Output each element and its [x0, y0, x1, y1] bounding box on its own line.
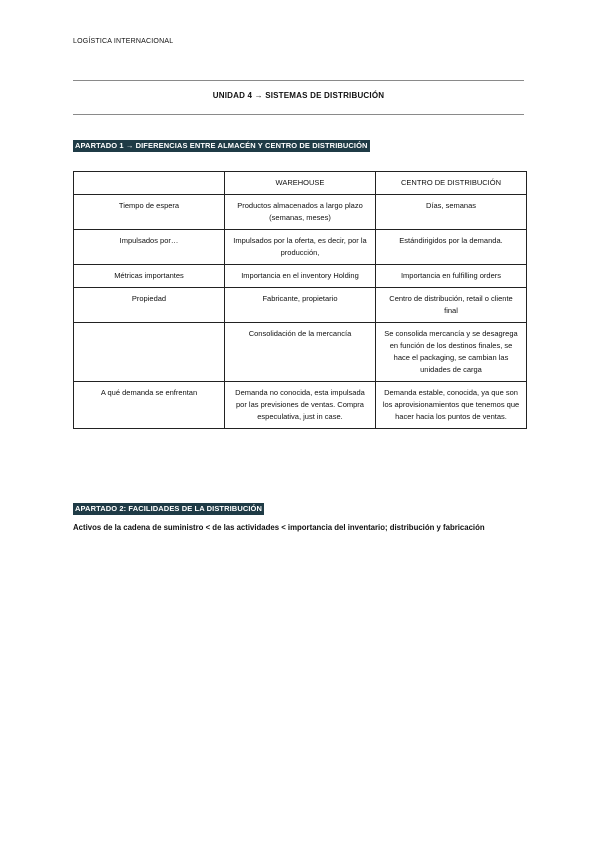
table-cell: A qué demanda se enfrentan: [74, 382, 225, 429]
table-cell: Consolidación de la mercancía: [225, 323, 376, 382]
table-cell: Métricas importantes: [74, 265, 225, 288]
table-row: [74, 323, 527, 382]
table-cell: Impulsados por la oferta, es decir, por la producción,: [225, 230, 376, 265]
table-row: [74, 195, 527, 230]
table-cell: Importancia en el inventory Holding: [225, 265, 376, 288]
unit-title: UNIDAD 4 → SISTEMAS DE DISTRIBUCIÓN: [212, 91, 385, 100]
table-cell: Fabricante, propietario: [225, 288, 376, 323]
table-cell: Importancia en fulfilling orders: [376, 265, 527, 288]
table-cell: Estándirigidos por la demanda.: [376, 230, 527, 265]
table-cell: Se consolida mercancía y se desagrega en función de los destinos finales, se hace el packaging, se cambian las unidades de carga: [376, 323, 527, 382]
section-2-paragraph: Activos de la cadena de suministro < de las actividades < importancia del inventario; distribución y fabricación: [73, 523, 485, 532]
table-row: [74, 382, 527, 429]
table-row: [74, 288, 527, 323]
table-cell: Días, semanas: [376, 195, 527, 230]
table-cell: Propiedad: [74, 288, 225, 323]
table-row: [74, 265, 527, 288]
table-header-cell: CENTRO DE DISTRIBUCIÓN: [376, 172, 527, 195]
table-header-row: [74, 172, 527, 195]
table-cell: Productos almacenados a largo plazo (semanas, meses): [225, 195, 376, 230]
table-cell: Centro de distribución, retail o cliente final: [376, 288, 527, 323]
section-1-heading: APARTADO 1 → DIFERENCIAS ENTRE ALMACÉN Y CENTRO DE DISTRIBUCIÓN: [75, 141, 368, 150]
table-cell: [74, 323, 225, 382]
table-header-cell: WAREHOUSE: [225, 172, 376, 195]
table-cell: Demanda estable, conocida, ya que son los aprovisionamientos que tenemos que hacer hacia los puntos de ventas.: [376, 382, 527, 429]
table-cell: Tiempo de espera: [74, 195, 225, 230]
table-cell: Demanda no conocida, esta impulsada por las previsiones de ventas. Compra especulativa, just in case.: [225, 382, 376, 429]
table-cell: Impulsados por…: [74, 230, 225, 265]
document-header: LOGÍSTICA INTERNACIONAL: [73, 38, 174, 45]
table-row: [74, 230, 527, 265]
title-rule-bottom: [73, 114, 524, 115]
comparison-table: [73, 171, 527, 429]
title-rule-top: [73, 80, 524, 81]
table-header-cell: [74, 172, 225, 195]
section-2-heading: APARTADO 2: FACILIDADES DE LA DISTRIBUCIÓN: [75, 504, 262, 513]
